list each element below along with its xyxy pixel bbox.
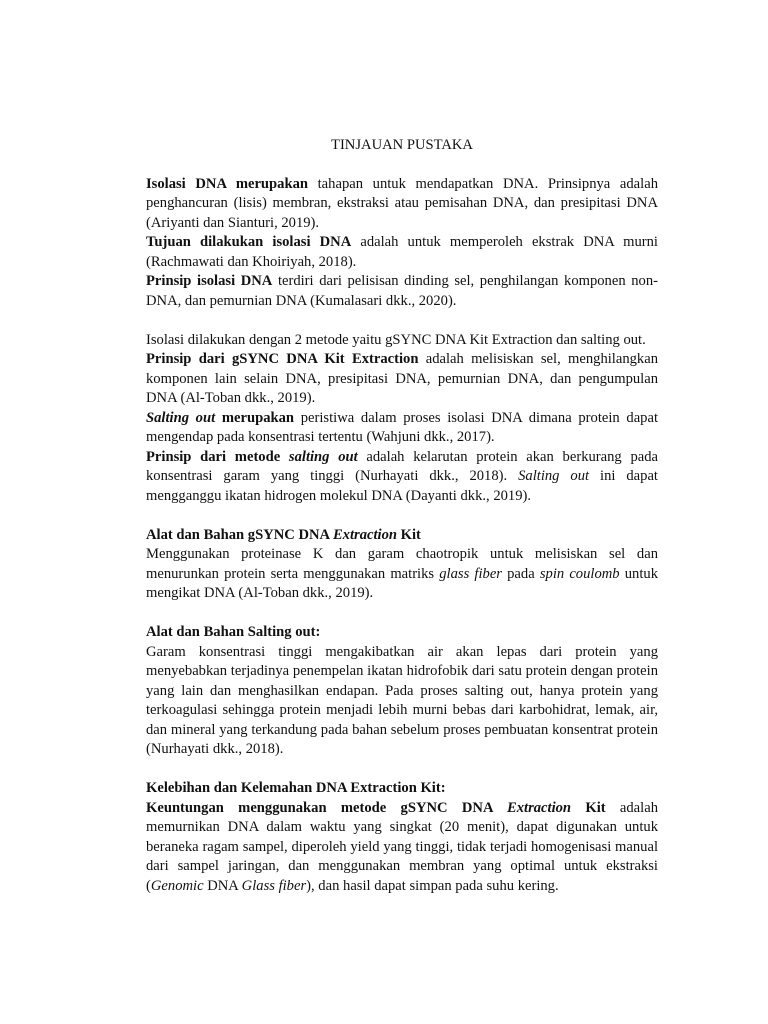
paragraph-isolasi-dna [146, 175, 658, 234]
bold-term: Prinsip isolasi DNA [146, 273, 273, 289]
paragraph-tujuan-isolasi [146, 233, 658, 272]
paragraph-text: adalah kelarutan protein akan berkurang pada konsentrasi garam yang tinggi (Nurhayati dkk., 2018). [146, 448, 658, 484]
paragraph-spacer [146, 604, 658, 624]
paragraph-spacer [146, 760, 658, 780]
heading-alat-bahan-gsync [146, 526, 658, 546]
bold-term: Tujuan dilakukan isolasi DNA [146, 234, 352, 250]
paragraph-text: Isolasi dilakukan dengan 2 metode yaitu gSYNC DNA Kit Extraction dan salting out. [146, 331, 646, 348]
paragraph-text: adalah memurnikan DNA dalam waktu yang singkat (20 menit), dapat digunakan untuk beraneka ragam sampel, diperoleh yield yang tinggi, tidak terjadi homogenisasi manual dari sampel jaringan, dan menggunakan membran yang optimal untuk ekstraksi ( [146, 799, 658, 894]
paragraph-spacer [146, 506, 658, 526]
italic-term: Genomic [150, 877, 204, 894]
paragraph-prinsip-gsync [146, 350, 658, 409]
bold-term: Prinsip dari gSYNC DNA Kit Extraction [146, 351, 419, 367]
paragraph-text: adalah melisiskan sel, menghilangkan komponen lain selain DNA, presipitasi DNA, pemurnian DNA, dan pengumpulan DNA (Al-Toban dkk., 2019). [146, 351, 658, 406]
heading-text: Alat dan Bahan gSYNC DNA [146, 526, 333, 543]
bold-italic-term: Extraction [506, 799, 572, 816]
paragraph-text: pada [501, 565, 540, 582]
italic-term: Salting out [518, 468, 590, 484]
bold-italic-term: salting out [288, 448, 358, 465]
bold-term: Keuntungan menggunakan metode gSYNC DNA [146, 799, 507, 816]
paragraph-text: ini dapat mengganggu ikatan hidrogen molekul DNA (Dayanti dkk., 2019). [146, 468, 658, 504]
paragraph-keuntungan [146, 799, 658, 897]
heading-kelebihan-kelemahan: Kelebihan dan Kelemahan DNA Extraction Kit: [146, 780, 446, 796]
heading-text: Kit [397, 526, 421, 543]
paragraph-spacer [146, 311, 658, 331]
paragraph-text: Garam konsentrasi tinggi mengakibatkan air akan lepas dari protein yang menyebabkan terjadinya penempelan ikatan hidrofobik dari satu protein dengan protein yang lain dan menghasilkan endapan. Pada proses salting out, hanya protein yang terkoagulasi sehingga protein menjadi lebih murni bebas dari karbohidrat, lemak, air, dan mineral yang terkandung pada bahan sebelum proses pembuatan konsentrat protein (Nurhayati dkk., 2018). [146, 643, 658, 757]
paragraph-text: untuk mengikat DNA (Al-Toban dkk., 2019). [146, 565, 658, 601]
paragraph-text: adalah untuk memperoleh ekstrak DNA murni (Rachmawati dan Khoiriyah, 2018). [146, 234, 658, 270]
italic-term: glass fiber [439, 565, 502, 582]
paragraph-text: peristiwa dalam proses isolasi DNA dimana protein dapat mengendap pada konsentrasi tertentu (Wahjuni dkk., 2017). [146, 409, 659, 445]
bold-italic-term: Salting out [146, 409, 216, 426]
paragraph-prinsip-isolasi [146, 272, 658, 311]
paragraph-text: tahapan untuk mendapatkan DNA. Prinsipnya adalah penghancuran (lisis) membran, ekstraksi atau pemisahan DNA, dan presipitasi DNA (Ariyanti dan Sianturi, 2019). [146, 175, 658, 231]
bold-term: merupakan [215, 409, 295, 426]
heading-italic-text: Extraction [332, 526, 397, 543]
paragraph-prinsip-salting-out [146, 448, 658, 507]
italic-term: spin coulomb [539, 565, 620, 582]
paragraph-text: ), dan hasil dapat simpan pada suhu kering. [306, 877, 559, 894]
bold-term: Prinsip dari metode [146, 448, 289, 465]
paragraph-text: terdiri dari pelisisan dinding sel, penghilangan komponen non-DNA, dan pemurnian DNA (Kumalasari dkk., 2020). [146, 273, 658, 309]
paragraph-proteinase [146, 545, 658, 604]
page-title: TINJAUAN PUSTAKA [331, 137, 473, 153]
paragraph-salting-out [146, 409, 658, 448]
paragraph-metode [146, 331, 658, 351]
bold-term: Isolasi DNA merupakan [146, 175, 308, 192]
paragraph-garam-konsentrasi [146, 643, 658, 760]
heading-alat-bahan-salting-out: Alat dan Bahan Salting out: [146, 624, 321, 640]
italic-term: Glass fiber [241, 877, 307, 894]
bold-term: Kit [571, 799, 606, 816]
paragraph-text: DNA [203, 877, 242, 894]
paragraph-text: Menggunakan proteinase K dan garam chaotropik untuk melisiskan sel dan menurunkan protein serta menggunakan matriks [146, 546, 658, 582]
document-page [146, 136, 658, 896]
